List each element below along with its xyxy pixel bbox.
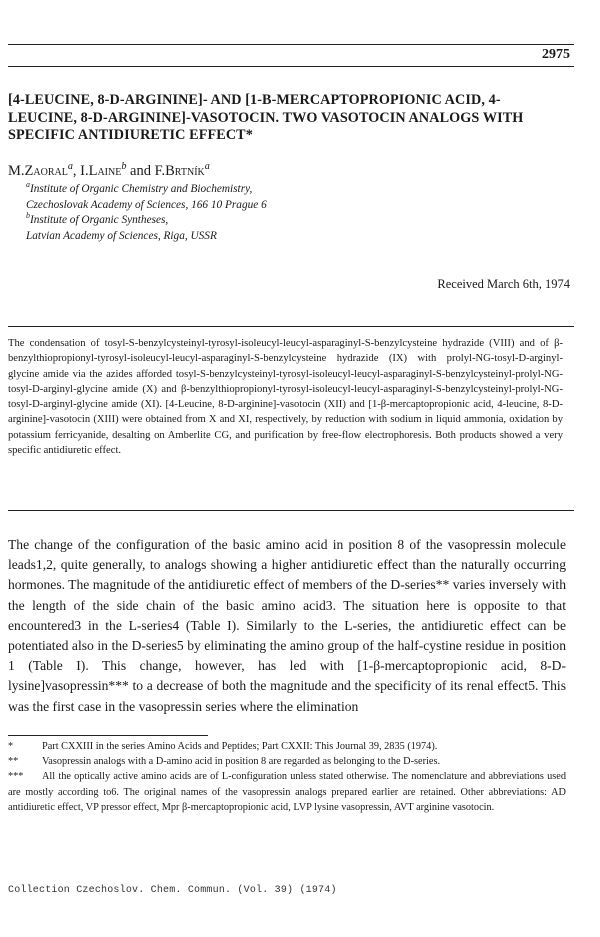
footnote xyxy=(8,739,566,754)
affil-line: Institute of Organic Chemistry and Biochemistry, xyxy=(29,183,253,195)
top-rule xyxy=(8,44,574,45)
affil-line: Czechoslovak Academy of Sciences, 166 10 Prague 6 xyxy=(26,198,267,211)
author-affil-mark: b xyxy=(121,161,127,173)
received-date: Received March 6th, 1974 xyxy=(437,277,570,291)
author-conjunction: and xyxy=(130,163,151,179)
author-affil-mark: a xyxy=(67,161,73,173)
author-line: M.Zaoral$^a$, I.Laine$^b$ and F.Brtník$^a$ xyxy=(8,161,210,179)
affil-mark: a xyxy=(26,180,30,190)
author-affil-mark: a xyxy=(204,161,210,173)
header-rule xyxy=(8,66,574,67)
footnote-mark: *** xyxy=(8,771,24,783)
footnote-mark: * xyxy=(8,741,14,752)
page-number: 2975 xyxy=(542,47,570,62)
footnote-text: Vasopressin analogs with a D-amino acid in position 8 are regarded as belonging to the D-series. xyxy=(42,756,441,768)
affil-line: Latvian Academy of Sciences, Riga, USSR xyxy=(26,229,217,242)
journal-footer: Collection Czechoslov. Chem. Commun. (Vol. 39) (1974) xyxy=(8,885,337,896)
affiliations xyxy=(26,182,267,244)
footnotes xyxy=(8,739,566,815)
footnote-rule xyxy=(8,735,208,736)
abstract-top-rule xyxy=(8,326,574,327)
footnote-text: Part CXXIII in the series Amino Acids and Peptides; Part CXXII: This Journal 39, 2835 (1974). xyxy=(42,741,438,752)
author-name: I.Laine xyxy=(80,163,122,179)
footnote xyxy=(8,754,566,769)
affil-mark: b xyxy=(26,211,30,221)
abstract: The condensation of tosyl-S-benzylcysteinyl-tyrosyl-isoleucyl-leucyl-asparaginyl-S-benzylcysteine hydrazide (VIII) and of β-benzylthiopropionyl-tyrosyl-isoleucyl-leucyl-asparaginyl-S-benzylcysteine hydrazide (IX) with prolyl-NG-tosyl-D-arginyl-glycine amide via the azides afforded tosyl-S-benzylcysteinyl-tyrosyl-isoleucyl-leucyl-asparaginyl-S-benzylcysteinyl-prolyl-NG-tosyl-D-arginyl-glycine amide (X) and β-benzylthiopropionyl-tyrosyl-isoleucyl-leucyl-asparaginyl-S-benzylcysteinyl-prolyl-NG-tosyl-D-arginyl-glycine amide (XI). [4-Leucine, 8-D-arginine]-vasotocin (XII) and [1-β-mercaptopropionic acid, 4-leucine, 8-D-arginine]-vasotocin (XIII) were obtained from X and XI, respectively, by reduction with sodium in liquid ammonia, oxidation by potassium ferricyanide, desalting on Amberlite CG, and purification by free-flow electrophoresis. Both products showed a very specific antidiuretic effect. xyxy=(8,338,563,457)
body-paragraph: The change of the configuration of the basic amino acid in position 8 of the vasopressin molecule leads1,2, quite generally, to analogs showing a higher antidiuretic effect than the naturally occurring hormones. The magnitude of the antidiuretic effect of members of the D-series** varies inversely with the length of the side chain of the basic amino acid3. The situation here is opposite to that encountered3 in the L-series4 (Table I). Similarly to the L-series, the antidiuretic effect can be potentiated also in the D-series5 by eliminating the amino group of the half-cystine residue in position 1 (Table I). This change, however, has led with [1-β-mercaptopropionic acid, 8-D-lysine]vasopressin*** to a decrease of both the magnitude and the specificity of its renal effect5. This was the first case in the vasopressin series where the elimination xyxy=(8,537,566,714)
author-name: F.Brtník xyxy=(154,163,205,179)
author-name: M.Zaoral xyxy=(8,163,68,179)
footnote xyxy=(8,769,566,815)
footnote-text: All the optically active amino acids are of L-configuration unless stated otherwise. The nomenclature and abbreviations used are mostly according to6. The original names of the vasopressin analogs prepared earlier are retained. Other abbreviations: AD antidiuretic effect, VP pressor effect, Mpr β-mercaptopropionic acid, LVP lysine vasopressin, AVT arginine vasotocin. xyxy=(8,771,566,813)
article-title: [4-LEUCINE, 8-D-ARGININE]- AND [1-Β-MERCAPTOPROPIONIC ACID, 4-LEUCINE, 8-D-ARGININE]-VASOTOCIN. TWO VASOTOCIN ANALOGS WITH SPECIFIC ANTIDIURETIC EFFECT* xyxy=(8,92,524,143)
footnote-mark: ** xyxy=(8,756,19,768)
abstract-bottom-rule xyxy=(8,510,574,511)
affil-line: Institute of Organic Syntheses, xyxy=(29,214,169,226)
